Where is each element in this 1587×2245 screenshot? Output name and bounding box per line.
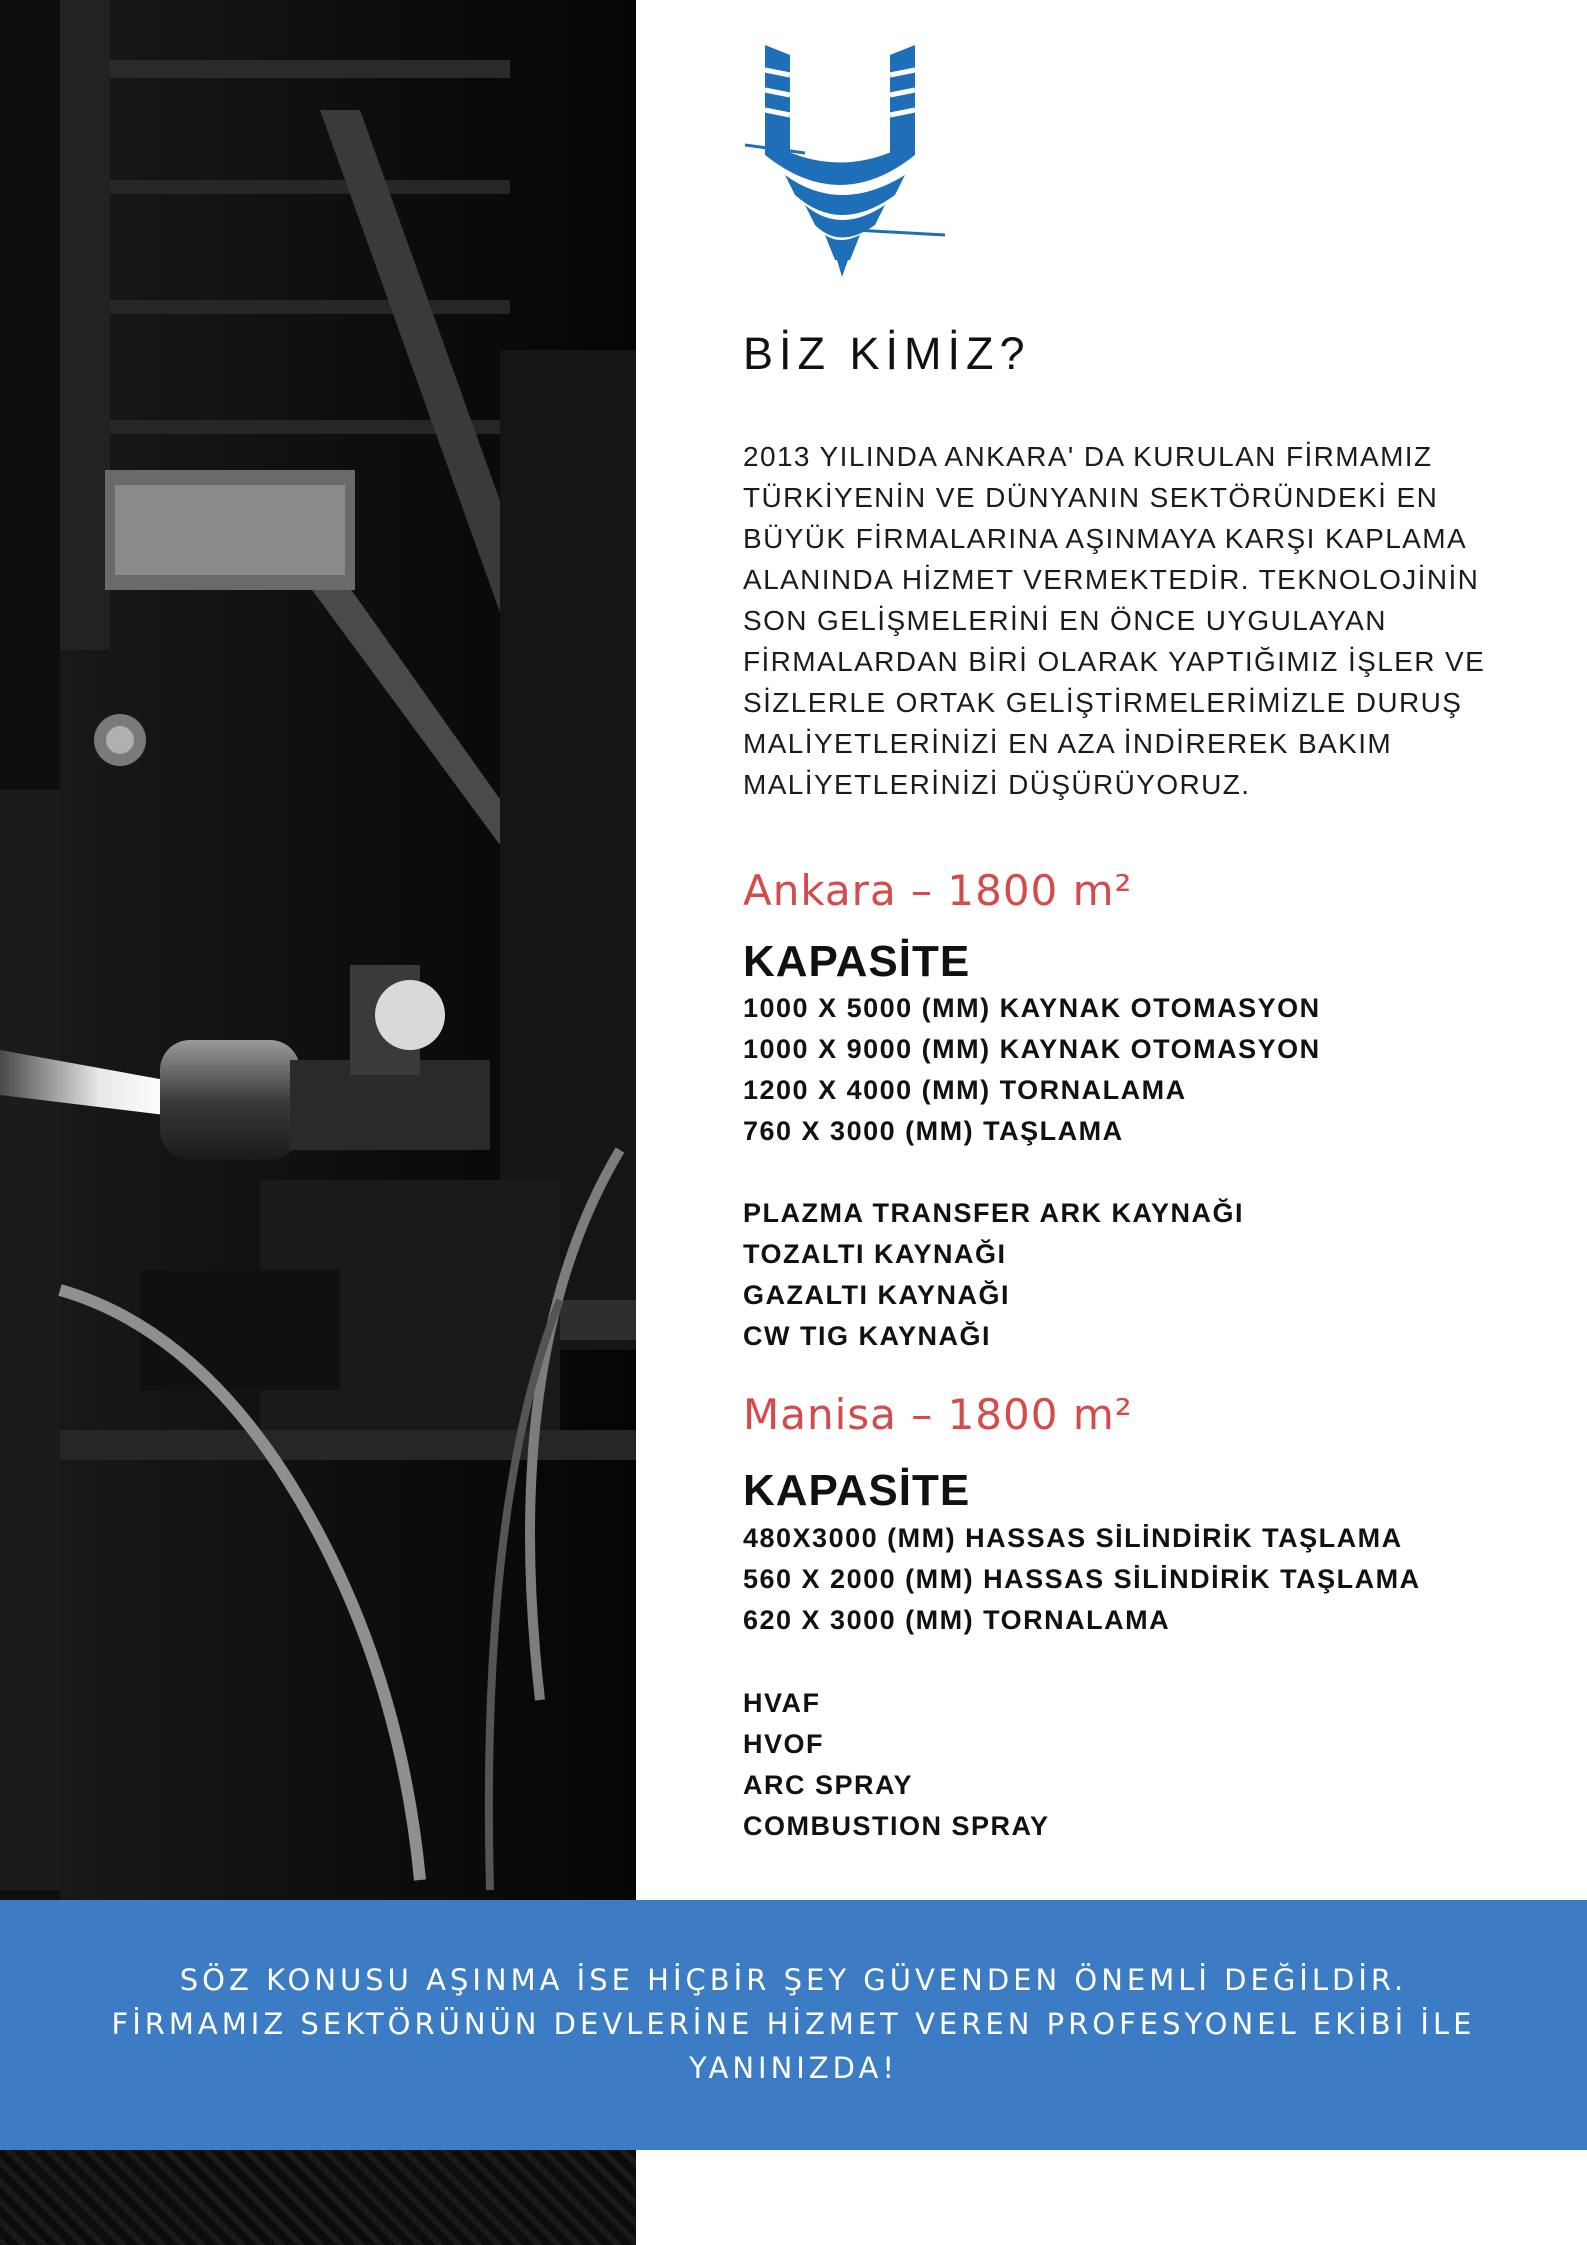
machine-photo-illustration xyxy=(0,0,636,1900)
slogan-line: YANINIZDA! xyxy=(689,2051,898,2085)
list-item: 480X3000 (MM) HASSAS SİLİNDİRİK TAŞLAMA xyxy=(743,1523,1403,1553)
intro-line: BÜYÜK FİRMALARINA AŞINMAYA KARŞI KAPLAMA xyxy=(743,523,1468,554)
slogan-banner xyxy=(0,1900,1587,2150)
list-item: HVAF xyxy=(743,1688,821,1718)
list-item: TOZALTI KAYNAĞI xyxy=(743,1239,1007,1269)
slogan-line: SÖZ KONUSU AŞINMA İSE HİÇBİR ŞEY GÜVENDEN ÖNEMLİ DEĞİLDİR. xyxy=(179,1963,1408,1997)
ankara-capacity-title: KAPASİTE xyxy=(743,937,971,986)
manisa-capacity-list xyxy=(743,1518,1421,1641)
list-item: 620 X 3000 (MM) TORNALAMA xyxy=(743,1605,1171,1635)
slogan-text xyxy=(0,1958,1587,2090)
manisa-city-heading: Manisa – 1800 m² xyxy=(743,1390,1133,1439)
floor-texture-image xyxy=(0,2150,636,2245)
slogan-line: FİRMAMIZ SEKTÖRÜNÜN DEVLERİNE HİZMET VEREN PROFESYONEL EKİBİ İLE xyxy=(111,2007,1476,2041)
intro-line: SON GELİŞMELERİNİ EN ÖNCE UYGULAYAN xyxy=(743,605,1387,636)
ankara-city-heading: Ankara – 1800 m² xyxy=(743,866,1133,915)
list-item: PLAZMA TRANSFER ARK KAYNAĞI xyxy=(743,1198,1245,1228)
ankara-capacity-list xyxy=(743,988,1321,1152)
manisa-capacity-title: KAPASİTE xyxy=(743,1466,971,1515)
company-logo xyxy=(745,45,960,280)
machine-photo xyxy=(0,0,636,1900)
page-title: BİZ KİMİZ? xyxy=(743,328,1031,379)
company-logo-icon xyxy=(745,45,960,280)
list-item: 560 X 2000 (MM) HASSAS SİLİNDİRİK TAŞLAMA xyxy=(743,1564,1421,1594)
ankara-process-list xyxy=(743,1193,1244,1357)
intro-line: ALANINDA HİZMET VERMEKTEDİR. TEKNOLOJİNİN xyxy=(743,564,1480,595)
list-item: 1000 X 5000 (MM) KAYNAK OTOMASYON xyxy=(743,993,1321,1023)
list-item: COMBUSTION SPRAY xyxy=(743,1811,1050,1841)
list-item: GAZALTI KAYNAĞI xyxy=(743,1280,1011,1310)
intro-line: TÜRKİYENİN VE DÜNYANIN SEKTÖRÜNDEKİ EN xyxy=(743,482,1439,513)
intro-line: SİZLERLE ORTAK GELİŞTİRMELERİMİZLE DURUŞ xyxy=(743,687,1463,718)
list-item: 1000 X 9000 (MM) KAYNAK OTOMASYON xyxy=(743,1034,1321,1064)
list-item: 1200 X 4000 (MM) TORNALAMA xyxy=(743,1075,1187,1105)
list-item: HVOF xyxy=(743,1729,825,1759)
intro-line: FİRMALARDAN BİRİ OLARAK YAPTIĞIMIZ İŞLER VE xyxy=(743,646,1486,677)
manisa-process-list xyxy=(743,1683,1050,1847)
list-item: 760 X 3000 (MM) TAŞLAMA xyxy=(743,1116,1124,1146)
intro-paragraph xyxy=(743,436,1523,805)
intro-line: MALİYETLERİNİZİ EN AZA İNDİREREK BAKIM xyxy=(743,728,1393,759)
list-item: ARC SPRAY xyxy=(743,1770,914,1800)
bottom-blank-area xyxy=(636,2150,1587,2245)
intro-line: MALİYETLERİNİZİ DÜŞÜRÜYORUZ. xyxy=(743,769,1251,800)
list-item: CW TIG KAYNAĞI xyxy=(743,1321,992,1351)
intro-line: 2013 YILINDA ANKARA' DA KURULAN FİRMAMIZ xyxy=(743,441,1433,472)
